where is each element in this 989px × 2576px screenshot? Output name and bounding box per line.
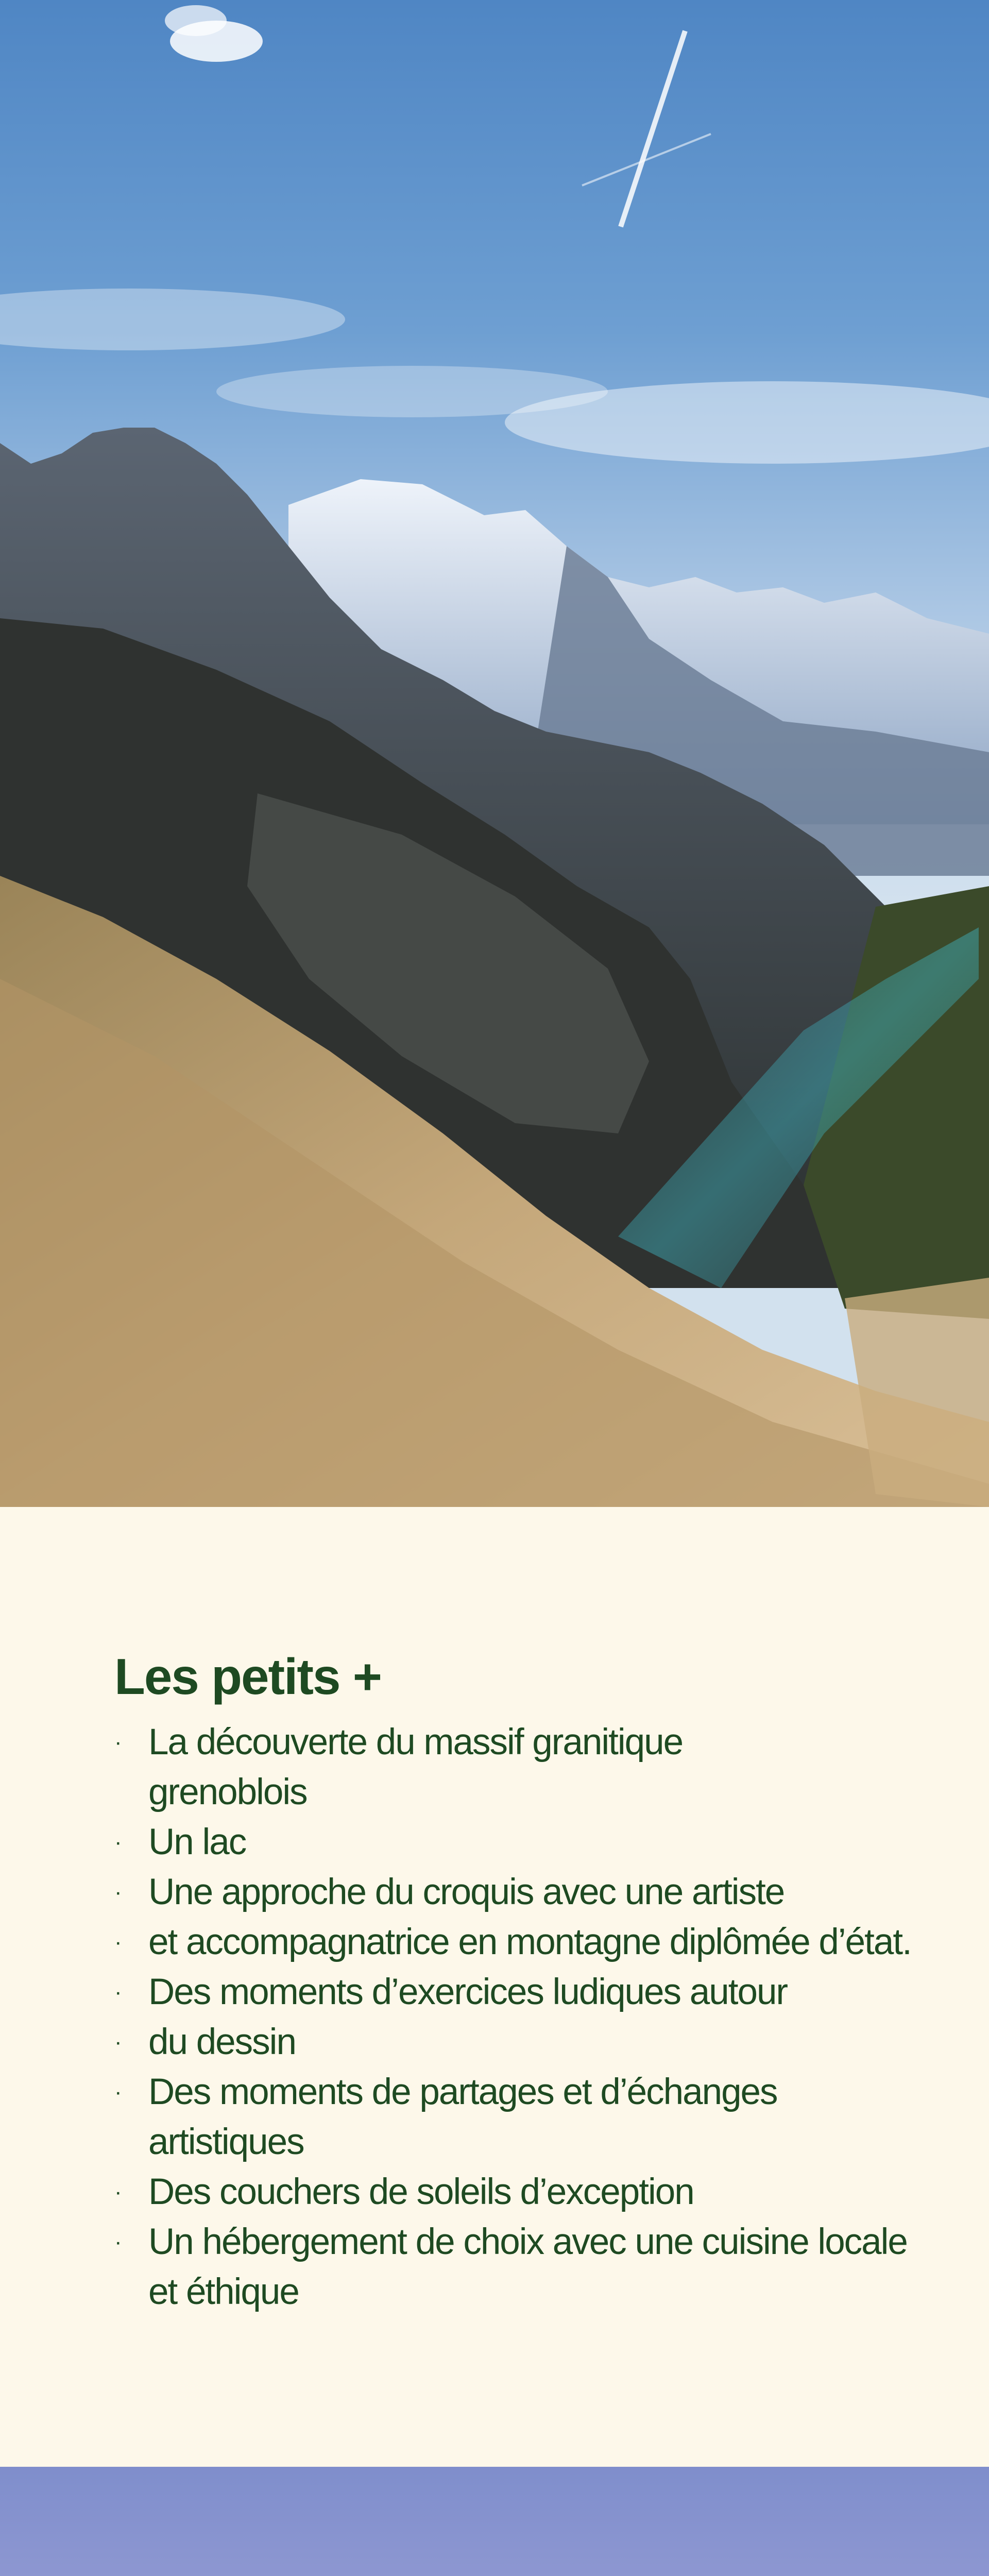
- list-item: [114, 2017, 918, 2067]
- bullet-icon: ·: [114, 1879, 121, 1905]
- list-item-text: et accompagnatrice en montagne diplômée d’état.: [148, 1922, 911, 1962]
- bullet-icon: ·: [114, 1829, 121, 1855]
- list-item: [114, 1817, 918, 1867]
- list-item: [114, 1867, 918, 1917]
- list-item-text: Une approche du croquis avec une artiste: [148, 1872, 785, 1912]
- list-item-text: Des moments de partages et d’échanges artistiques: [148, 2072, 777, 2162]
- bullet-icon: ·: [114, 2079, 121, 2105]
- sunset-photo-art: [0, 2467, 989, 2576]
- bullet-icon: ·: [114, 1929, 121, 1955]
- highlights-list: [114, 1717, 918, 2317]
- panel-title: Les petits +: [114, 1648, 381, 1705]
- list-item-text: du dessin: [148, 2022, 296, 2062]
- bullet-icon: ·: [114, 2229, 121, 2255]
- list-item-text: grenoblois: [148, 1772, 307, 1812]
- list-item-text: Des couchers de soleils d’exception: [148, 2172, 694, 2212]
- sunset-photo: [0, 2467, 989, 2576]
- bullet-icon: ·: [114, 1730, 121, 1755]
- list-item: [114, 1767, 918, 1817]
- list-item: [114, 1917, 918, 1967]
- list-item: [114, 2067, 918, 2167]
- list-item-text: Des moments d’exercices ludiques autour: [148, 1972, 788, 2012]
- list-item-text: Un lac: [148, 1822, 246, 1862]
- list-item: [114, 2217, 918, 2317]
- bullet-icon: ·: [114, 2029, 121, 2055]
- bullet-icon: ·: [114, 2179, 121, 2205]
- list-item: [114, 1967, 918, 2017]
- list-item-text: La découverte du massif granitique: [148, 1722, 683, 1762]
- bullet-icon: ·: [114, 1979, 121, 2005]
- highlights-panel: [0, 1507, 989, 2467]
- list-item: [114, 2167, 918, 2217]
- list-item: [114, 1717, 918, 1767]
- list-item-text: Un hébergement de choix avec une cuisine locale et éthique: [148, 2222, 907, 2312]
